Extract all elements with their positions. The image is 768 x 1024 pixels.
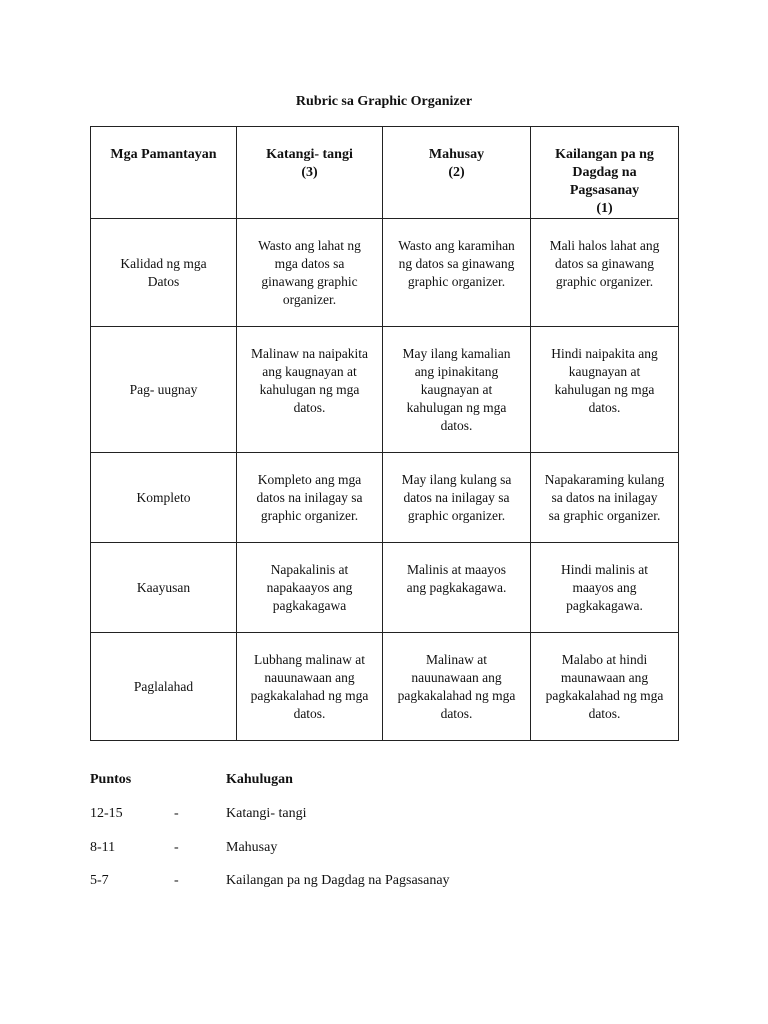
header-line: (1) [596,201,613,216]
cell-line: kaugnayan at [568,364,641,379]
cell-line: nauunawaan ang [264,670,355,685]
cell-line: ng datos sa ginawang [398,256,515,271]
cell-line: datos. [293,400,326,415]
descriptor-cell [531,543,679,633]
cell-line: sa graphic organizer. [548,508,661,523]
header-level-3 [237,127,383,219]
cell-line: nauunawaan ang [411,670,502,685]
cell-line: graphic organizer. [407,274,506,289]
criterion-cell [91,219,237,327]
scale-meaning: Katangi- tangi [226,806,307,821]
criterion-cell [91,543,237,633]
header-line: Katangi- tangi [266,147,353,162]
cell-line: ang kaugnayan at [262,364,357,379]
table-row [91,327,679,453]
cell-line: datos na inilagay sa [256,490,363,505]
points-header: Puntos [90,772,132,787]
cell-line: pagkakagawa. [566,598,643,613]
cell-line: datos sa ginawang [555,256,654,271]
cell-line: Wasto ang lahat ng [258,238,361,253]
cell-line: graphic organizer. [407,508,506,523]
cell-line: pagkakagawa [272,598,347,613]
cell-line: datos. [293,706,326,721]
cell-line: Pag- uugnay [129,381,198,397]
scale-dash: - [174,840,179,855]
cell-line: Wasto ang karamihan [398,238,515,253]
cell-line: maayos ang [572,580,637,595]
cell-line: Datos [147,273,180,289]
descriptor-cell [383,633,531,741]
cell-line: pagkakalahad ng mga [250,688,369,703]
header-line: Kailangan pa ng [555,147,654,162]
table-row [91,633,679,741]
document-title: Rubric sa Graphic Organizer [295,94,473,109]
cell-line: Paglalahad [133,678,194,694]
header-criteria [91,127,237,219]
descriptor-cell [383,219,531,327]
header-line: Dagdag na [572,165,637,180]
descriptor-cell [237,219,383,327]
header-line: (2) [448,165,465,180]
cell-line: napakaayos ang [266,580,353,595]
cell-line: sa datos na inilagay [551,490,658,505]
cell-line: Malabo at hindi [561,652,648,667]
cell-line: Lubhang malinaw at [254,652,365,667]
cell-line: datos. [588,706,621,721]
header-level-1 [531,127,679,219]
header-row [91,127,679,219]
cell-line: ang pagkakagawa. [406,580,507,595]
header-line: (3) [301,165,318,180]
table-row [91,543,679,633]
cell-line: Malinaw at [425,652,488,667]
scale-points: 5-7 [90,873,109,888]
scale-meaning: Mahusay [226,840,278,855]
criterion-cell [91,453,237,543]
cell-line: kahulugan ng mga [554,382,655,397]
cell-line: pagkakalahad ng mga [397,688,516,703]
cell-line: Mali halos lahat ang [549,238,660,253]
scale-points: 12-15 [90,806,123,821]
descriptor-cell [237,543,383,633]
cell-line: datos. [440,706,473,721]
cell-line: maunawaan ang [560,670,649,685]
cell-line: Hindi malinis at [561,562,648,577]
cell-line: Malinaw na naipakita [251,346,368,361]
cell-line: kahulugan ng mga [406,400,507,415]
scale-dash: - [174,806,179,821]
cell-line: kaugnayan at [420,382,493,397]
scale-points: 8-11 [90,840,116,855]
descriptor-cell [383,543,531,633]
cell-line: Kompleto ang mga [257,472,362,487]
cell-line: May ilang kulang sa [401,472,512,487]
cell-line: Kompleto [136,489,191,505]
descriptor-cell [531,327,679,453]
descriptor-cell [383,453,531,543]
cell-line: kahulugan ng mga [259,382,360,397]
score-scale [90,770,678,900]
scale-row [90,804,678,824]
table-row [91,219,679,327]
meaning-header: Kahulugan [226,772,293,787]
table-row [91,453,679,543]
cell-line: Napakalinis at [270,562,349,577]
cell-line: ginawang graphic [261,274,358,289]
rubric-table [90,126,679,741]
cell-line: Hindi naipakita ang [551,346,658,361]
cell-line: May ilang kamalian [402,346,511,361]
descriptor-cell [237,453,383,543]
header-line: Mahusay [428,147,485,162]
cell-line: Kalidad ng mga [120,255,207,271]
descriptor-cell [531,453,679,543]
criterion-cell [91,633,237,741]
descriptor-cell [531,219,679,327]
header-line: Pagsasanay [569,183,640,198]
scale-row [90,838,678,858]
cell-line: Kaayusan [136,579,191,595]
scale-dash: - [174,873,179,888]
cell-line: datos. [440,418,473,433]
header-level-2 [383,127,531,219]
header-line: Mga Pamantayan [110,147,217,162]
scale-row [90,871,678,891]
cell-line: datos na inilagay sa [403,490,510,505]
scale-header-row [90,770,678,790]
cell-line: pagkakalahad ng mga [545,688,664,703]
cell-line: ang ipinakitang [414,364,499,379]
cell-line: Malinis at maayos [407,562,506,577]
cell-line: datos. [588,400,621,415]
criterion-cell [91,327,237,453]
cell-line: mga datos sa [274,256,345,271]
descriptor-cell [237,327,383,453]
descriptor-cell [531,633,679,741]
cell-line: graphic organizer. [260,508,359,523]
scale-meaning: Kailangan pa ng Dagdag na Pagsasanay [226,873,450,888]
cell-line: graphic organizer. [555,274,654,289]
descriptor-cell [237,633,383,741]
descriptor-cell [383,327,531,453]
cell-line: Napakaraming kulang [544,472,665,487]
cell-line: organizer. [282,292,337,307]
